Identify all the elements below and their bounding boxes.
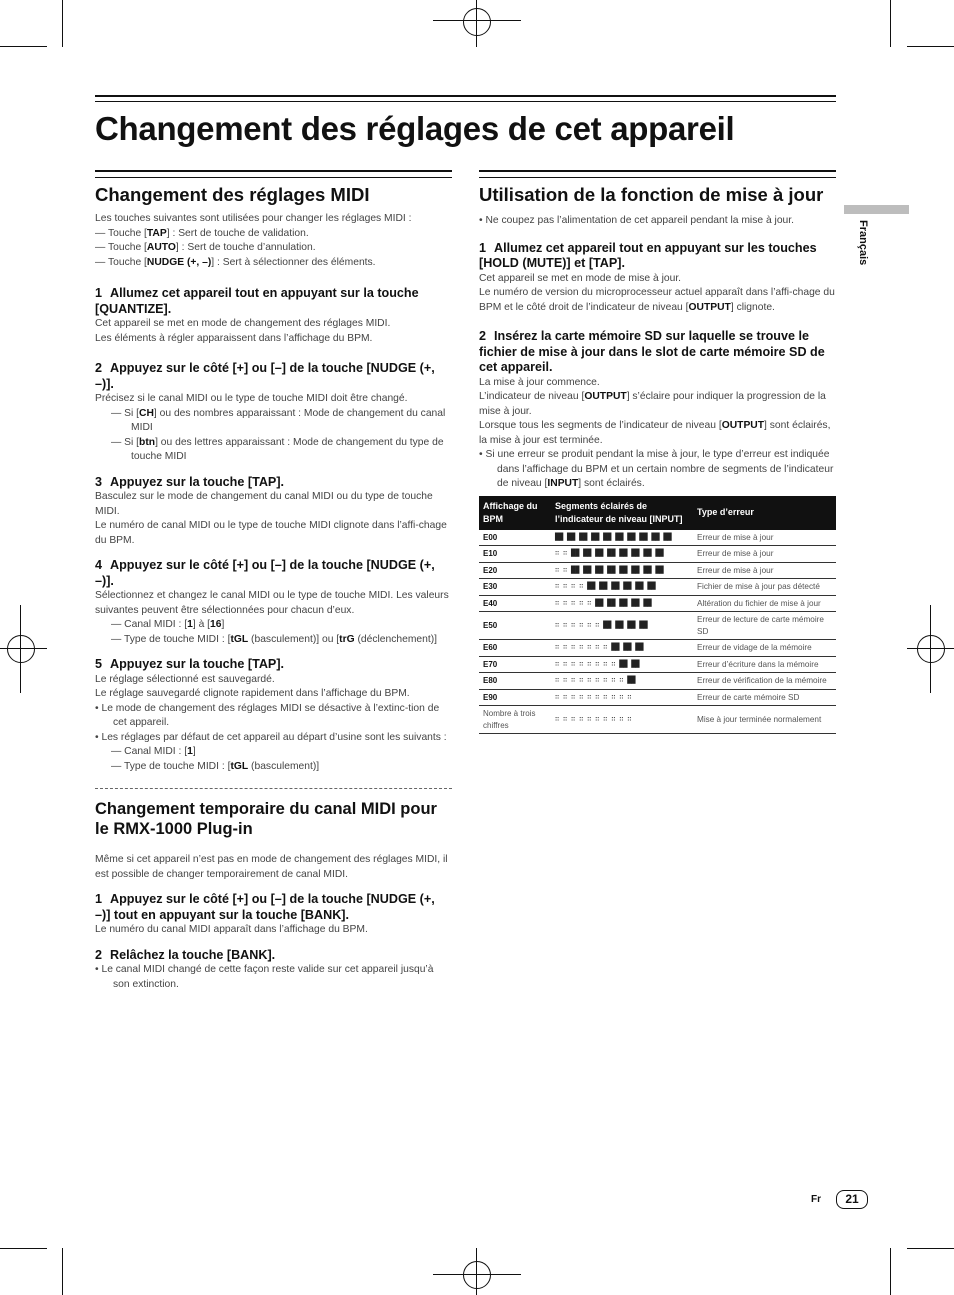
table-row xyxy=(479,656,836,673)
row-error-type: Erreur de vérification de la mémoire xyxy=(693,673,836,690)
row-segments: ██ ██ ██ ██ ██ ██ ██ ██ ██ ██ xyxy=(551,530,693,546)
step-5-text-2: Le réglage sauvegardé clignote rapidement dans l’affichage du BPM. xyxy=(95,688,410,699)
table-row xyxy=(479,706,836,734)
row-segments: ∷ ∷ ∷ ∷ ∷ ∷ ∷ ∷ ██ ██ xyxy=(551,656,693,673)
step-3-text-2: Le numéro de canal MIDI ou le type de touche MIDI clignote dans l’affi-chage du BPM. xyxy=(95,520,447,546)
step-2-dash-2: — Si [btn] ou des lettres apparaissant : Mode de changement du type de touche MIDI xyxy=(111,436,444,462)
table-row xyxy=(479,579,836,596)
update-step-2-heading: 2 Insérez la carte mémoire SD sur laquelle se trouve le fichier de mise à jour dans le slot de carte mémoire SD de cet appareil. xyxy=(479,329,825,374)
step-2-text: Précisez si le canal MIDI ou le type de touche MIDI doit être changé. xyxy=(95,393,408,404)
step-4-text: Sélectionnez et changez le canal MIDI ou le type de touche MIDI. Les valeurs suivantes peuvent être sélectionnées pour chacun d’eux. xyxy=(95,590,449,616)
row-code: E40 xyxy=(479,595,551,612)
row-code: E70 xyxy=(479,656,551,673)
temp-step-1-heading: 1 Appuyez sur le côté [+] ou [–] de la touche [NUDGE (+, –)] tout en appuyant sur la touche [BANK]. xyxy=(95,892,435,922)
row-error-type: Erreur d’écriture dans la mémoire xyxy=(693,656,836,673)
step-1-text: Cet appareil se met en mode de changement des réglages MIDI. xyxy=(95,318,391,329)
row-error-type: Erreur de lecture de carte mémoire SD xyxy=(693,612,836,640)
language-label: Français xyxy=(857,220,869,266)
table-row xyxy=(479,546,836,563)
update-step-2-text: La mise à jour commence. xyxy=(479,376,600,388)
row-segments: ∷ ∷ ██ ██ ██ ██ ██ ██ ██ ██ xyxy=(551,562,693,579)
row-code: E90 xyxy=(479,689,551,706)
temp-step-1-text: Le numéro du canal MIDI apparaît dans l’affichage du BPM. xyxy=(95,924,368,935)
footer-language: Fr xyxy=(811,1194,821,1205)
row-segments: ∷ ∷ ██ ██ ██ ██ ██ ██ ██ ██ xyxy=(551,546,693,563)
table-row xyxy=(479,689,836,706)
update-step-2-text-2: L’indicateur de niveau [OUTPUT] s’éclaire pour indiquer la progression de la mise à jour. xyxy=(479,391,826,417)
title-rule-top xyxy=(95,95,836,97)
row-segments: ∷ ∷ ∷ ∷ ██ ██ ██ ██ ██ ██ xyxy=(551,579,693,596)
row-code: E60 xyxy=(479,640,551,657)
step-5-text: Le réglage sélectionné est sauvegardé. xyxy=(95,673,275,685)
table-row xyxy=(479,640,836,657)
temp-step-2-bullet: • Le canal MIDI changé de cette façon reste valide sur cet appareil jusqu’à son extinction. xyxy=(95,964,434,990)
page-number: 21 xyxy=(836,1190,868,1209)
update-step-1-heading: 1 Allumez cet appareil tout en appuyant sur les touches [HOLD (MUTE)] et [TAP]. xyxy=(479,240,817,270)
row-segments: ∷ ∷ ∷ ∷ ∷ ∷ ∷ ∷ ∷ ██ xyxy=(551,673,693,690)
table-row xyxy=(479,612,836,640)
row-code: E10 xyxy=(479,546,551,563)
update-step-2-text-3: Lorsque tous les segments de l’indicateur de niveau [OUTPUT] sont éclairés, la mise à jour est terminée. xyxy=(479,420,831,446)
row-error-type: Erreur de mise à jour xyxy=(693,546,836,563)
row-code: E80 xyxy=(479,673,551,690)
header-error-type: Type d’erreur xyxy=(693,496,836,530)
left-column xyxy=(95,170,452,992)
step-4-dash-1: — Canal MIDI : [1] à [16] xyxy=(111,619,225,630)
step-3-text: Basculez sur le mode de changement du canal MIDI ou du type de touche MIDI. xyxy=(95,491,433,517)
key-item-tap: — Touche [TAP] : Sert de touche de validation. xyxy=(95,227,309,239)
step-1-text-2: Les éléments à régler apparaissent dans l’affichage du BPM. xyxy=(95,332,373,344)
step-1-heading: 1 Allumez cet appareil tout en appuyant sur la touche [QUANTIZE]. xyxy=(95,286,419,316)
row-code: E00 xyxy=(479,530,551,546)
row-segments: ∷ ∷ ∷ ∷ ∷ ∷ ∷ ██ ██ ██ xyxy=(551,640,693,657)
row-error-type: Erreur de vidage de la mémoire xyxy=(693,640,836,657)
step-5-bullet-2: • Les réglages par défaut de cet appareil au départ d’usine sont les suivants : xyxy=(95,731,447,743)
row-code: E50 xyxy=(479,612,551,640)
language-tab xyxy=(844,205,909,214)
section-rule xyxy=(95,170,452,178)
key-item-nudge: — Touche [NUDGE (+, –)] : Sert à sélectionner des éléments. xyxy=(95,256,376,268)
row-segments: ∷ ∷ ∷ ∷ ∷ ∷ ██ ██ ██ ██ xyxy=(551,612,693,640)
row-error-type: Altération du fichier de mise à jour xyxy=(693,595,836,612)
key-list xyxy=(95,227,452,271)
step-4-dash-2: — Type de touche MIDI : [tGL (basculement)] ou [trG (déclenchement)] xyxy=(111,633,438,645)
table-row xyxy=(479,673,836,690)
row-code: Nombre à trois chiffres xyxy=(479,706,551,734)
header-segments: Segments éclairés de l’indicateur de niveau [INPUT] xyxy=(551,496,693,530)
section-divider xyxy=(95,788,452,789)
title-rule-bottom xyxy=(95,101,836,102)
update-warning: • Ne coupez pas l’alimentation de cet appareil pendant la mise à jour. xyxy=(479,215,794,226)
table-row xyxy=(479,562,836,579)
step-2-heading: 2 Appuyez sur le côté [+] ou [–] de la touche [NUDGE (+, –)]. xyxy=(95,361,435,391)
step-5-bullet-1: • Le mode de changement des réglages MIDI se désactive à l’extinc-tion de cet appareil. xyxy=(95,702,440,728)
right-column xyxy=(479,170,836,734)
update-step-2-bullet: • Si une erreur se produit pendant la mise à jour, le type d’erreur est indiquée dans l’affichage du BPM et un certain nombre de segments de l’indicateur de niveau [INPUT] sont éclairés. xyxy=(479,449,834,489)
step-5-dash-2: — Type de touche MIDI : [tGL (basculement)] xyxy=(111,760,320,772)
row-segments: ∷ ∷ ∷ ∷ ∷ ∷ ∷ ∷ ∷ ∷ xyxy=(551,706,693,734)
step-3-heading: 3 Appuyez sur la touche [TAP]. xyxy=(95,474,285,489)
intro-text: Les touches suivantes sont utilisées pour changer les réglages MIDI : xyxy=(95,213,412,224)
update-step-1-text: Cet appareil se met en mode de mise à jour. xyxy=(479,272,682,284)
temp-step-2-heading: 2 Relâchez la touche [BANK]. xyxy=(95,947,276,962)
error-table xyxy=(479,496,836,735)
header-bpm: Affichage du BPM xyxy=(479,496,551,530)
temp-intro: Même si cet appareil n’est pas en mode de changement des réglages MIDI, il est possible de changer temporairement de canal MIDI. xyxy=(95,854,448,880)
section-heading-midi: Changement des réglages MIDI xyxy=(95,184,370,205)
section-rule xyxy=(479,170,836,178)
row-code: E30 xyxy=(479,579,551,596)
page-title: Changement des réglages de cet appareil xyxy=(95,110,735,147)
row-error-type: Fichier de mise à jour pas détecté xyxy=(693,579,836,596)
row-segments: ∷ ∷ ∷ ∷ ∷ ∷ ∷ ∷ ∷ ∷ xyxy=(551,689,693,706)
key-item-auto: — Touche [AUTO] : Sert de touche d’annulation. xyxy=(95,242,316,253)
step-4-heading: 4 Appuyez sur le côté [+] ou [–] de la touche [NUDGE (+, –)]. xyxy=(95,558,435,588)
section-heading-temp: Changement temporaire du canal MIDI pour le RMX-1000 Plug-in xyxy=(95,800,437,838)
step-5-dash-1: — Canal MIDI : [1] xyxy=(111,746,196,757)
update-step-1-text-2: Le numéro de version du microprocesseur actuel apparaît dans l’affi-chage du BPM et le côté droit de l’indicateur de niveau [OUTPUT] clignote. xyxy=(479,287,835,313)
table-row xyxy=(479,595,836,612)
row-error-type: Erreur de mise à jour xyxy=(693,562,836,579)
row-error-type: Erreur de carte mémoire SD xyxy=(693,689,836,706)
step-5-heading: 5 Appuyez sur la touche [TAP]. xyxy=(95,657,285,671)
row-segments: ∷ ∷ ∷ ∷ ∷ ██ ██ ██ ██ ██ xyxy=(551,595,693,612)
row-error-type: Erreur de mise à jour xyxy=(693,530,836,546)
table-row xyxy=(479,530,836,546)
row-error-type: Mise à jour terminée normalement xyxy=(693,706,836,734)
step-2-dash-1: — Si [CH] ou des nombres apparaissant : Mode de changement du canal MIDI xyxy=(111,407,446,433)
row-code: E20 xyxy=(479,562,551,579)
section-heading-update: Utilisation de la fonction de mise à jour xyxy=(479,184,824,205)
